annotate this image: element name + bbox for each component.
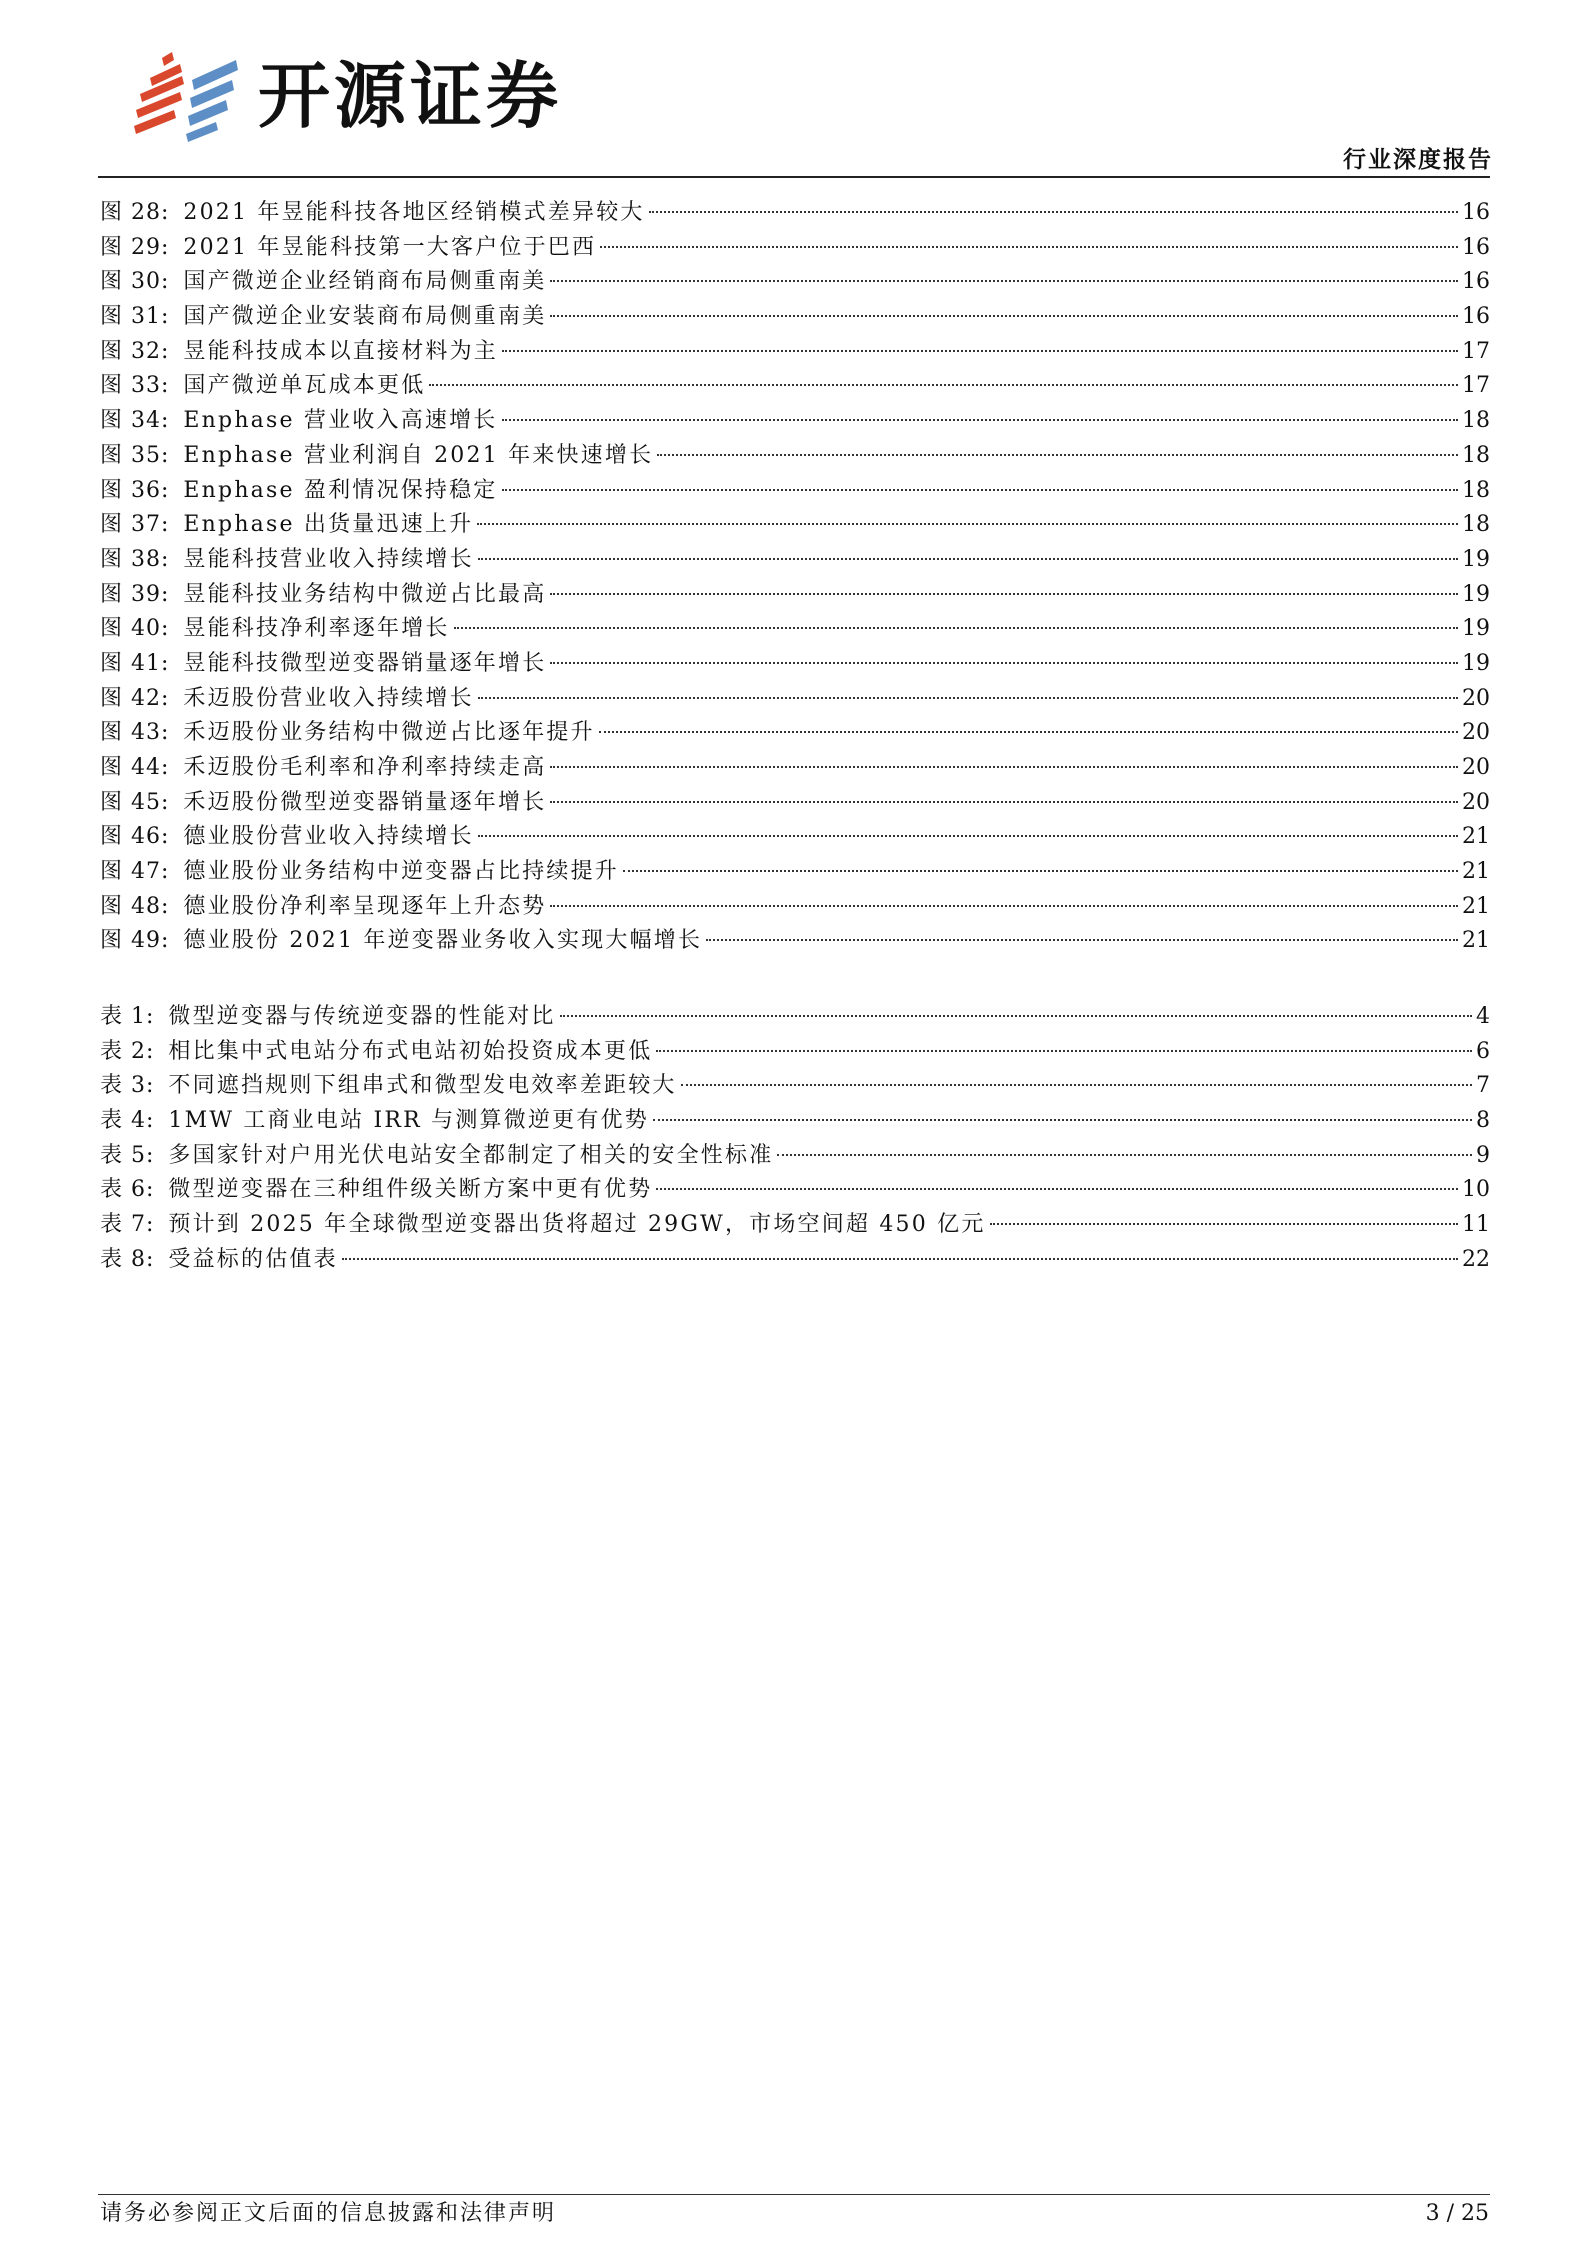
entry-page-number: 19 bbox=[1462, 650, 1490, 676]
entry-label: 表 2: bbox=[100, 1038, 155, 1064]
dot-leader bbox=[656, 1188, 1458, 1190]
entry-page-number: 18 bbox=[1462, 442, 1490, 468]
figure-index-entry[interactable] bbox=[100, 786, 1490, 821]
entry-title: 昱能科技成本以直接材料为主 bbox=[183, 338, 499, 364]
entry-label: 图 31: bbox=[100, 304, 170, 330]
table-index-entry[interactable] bbox=[100, 1208, 1490, 1243]
entry-label: 图 47: bbox=[100, 859, 170, 885]
dot-leader bbox=[599, 731, 1458, 733]
entry-title: Enphase 出货量迅速上升 bbox=[183, 512, 474, 538]
figure-index-entry[interactable] bbox=[100, 543, 1490, 578]
entry-page-number: 16 bbox=[1462, 304, 1490, 330]
dot-leader bbox=[550, 593, 1458, 595]
figure-index-entry[interactable] bbox=[100, 335, 1490, 370]
dot-leader bbox=[454, 627, 1458, 629]
entry-page-number: 20 bbox=[1462, 789, 1490, 815]
entry-title: 1MW 工商业电站 IRR 与测算微逆更有优势 bbox=[168, 1108, 649, 1134]
dot-leader bbox=[429, 384, 1458, 386]
entry-page-number: 17 bbox=[1462, 373, 1490, 399]
figure-index-entry[interactable] bbox=[100, 924, 1490, 959]
entry-title: 德业股份 2021 年逆变器业务收入实现大幅增长 bbox=[183, 928, 703, 954]
dot-leader bbox=[550, 801, 1458, 803]
entry-label: 图 36: bbox=[100, 477, 170, 503]
dot-leader bbox=[550, 280, 1458, 282]
table-index-entry[interactable] bbox=[100, 1000, 1490, 1035]
page-header bbox=[0, 0, 1587, 180]
dot-leader bbox=[653, 1119, 1472, 1121]
entry-page-number: 4 bbox=[1476, 1004, 1490, 1029]
table-index-entry[interactable] bbox=[100, 1243, 1490, 1278]
header-divider bbox=[98, 176, 1490, 178]
entry-title: 禾迈股份毛利率和净利率持续走高 bbox=[183, 755, 547, 780]
entry-label: 图 40: bbox=[100, 616, 170, 642]
entry-label: 图 28: bbox=[100, 200, 170, 225]
entry-label: 表 5: bbox=[100, 1142, 155, 1168]
table-index-entry[interactable] bbox=[100, 1173, 1490, 1208]
dot-leader bbox=[502, 419, 1458, 421]
entry-label: 图 45: bbox=[100, 789, 170, 815]
figure-index-entry[interactable] bbox=[100, 647, 1490, 682]
entry-label: 图 37: bbox=[100, 512, 170, 538]
entry-label: 表 4: bbox=[100, 1108, 155, 1134]
entry-page-number: 18 bbox=[1462, 477, 1490, 503]
entry-label: 图 32: bbox=[100, 338, 170, 364]
figure-index-entry[interactable] bbox=[100, 682, 1490, 717]
figure-index-entry[interactable] bbox=[100, 578, 1490, 613]
entry-title: Enphase 营业利润自 2021 年来快速增长 bbox=[183, 442, 654, 468]
figure-index-entry[interactable] bbox=[100, 508, 1490, 543]
table-index-entry[interactable] bbox=[100, 1035, 1490, 1070]
entry-title: 国产微逆单瓦成本更低 bbox=[183, 373, 426, 399]
entry-page-number: 7 bbox=[1476, 1073, 1490, 1099]
entry-title: 禾迈股份业务结构中微逆占比逐年提升 bbox=[183, 720, 595, 746]
entry-page-number: 20 bbox=[1462, 685, 1490, 711]
entry-page-number: 16 bbox=[1462, 269, 1490, 295]
brand-name: 开源证券 bbox=[258, 54, 563, 138]
dot-leader bbox=[550, 905, 1458, 907]
figure-index-entry[interactable] bbox=[100, 231, 1490, 266]
entry-page-number: 18 bbox=[1462, 512, 1490, 538]
entry-page-number: 20 bbox=[1462, 755, 1490, 780]
entry-title: 微型逆变器与传统逆变器的性能对比 bbox=[168, 1004, 556, 1029]
dot-leader bbox=[478, 558, 1458, 560]
entry-page-number: 16 bbox=[1462, 234, 1490, 260]
dot-leader bbox=[649, 211, 1458, 213]
kaiyuan-logo-icon bbox=[128, 50, 248, 145]
entry-title: 微型逆变器在三种组件级关断方案中更有优势 bbox=[168, 1177, 653, 1203]
entry-label: 表 7: bbox=[100, 1212, 155, 1238]
entry-page-number: 19 bbox=[1462, 581, 1490, 607]
entry-page-number: 16 bbox=[1462, 200, 1490, 225]
entry-page-number: 8 bbox=[1476, 1108, 1490, 1134]
dot-leader bbox=[477, 523, 1458, 525]
figure-index-list bbox=[100, 196, 1490, 959]
entry-label: 图 34: bbox=[100, 408, 170, 434]
entry-title: 昱能科技微型逆变器销量逐年增长 bbox=[183, 650, 547, 676]
entry-title: 昱能科技净利率逐年增长 bbox=[183, 616, 450, 642]
figure-index-entry[interactable] bbox=[100, 439, 1490, 474]
entry-page-number: 21 bbox=[1462, 859, 1490, 885]
dot-leader bbox=[478, 835, 1458, 837]
entry-title: 不同遮挡规则下组串式和微型发电效率差距较大 bbox=[168, 1073, 677, 1099]
entry-page-number: 19 bbox=[1462, 546, 1490, 572]
entry-title: 受益标的估值表 bbox=[168, 1246, 338, 1272]
entry-label: 图 42: bbox=[100, 685, 170, 711]
entry-page-number: 10 bbox=[1462, 1177, 1490, 1203]
figure-index-entry[interactable] bbox=[100, 265, 1490, 300]
entry-page-number: 17 bbox=[1462, 338, 1490, 364]
dot-leader bbox=[342, 1258, 1458, 1260]
entry-title: Enphase 营业收入高速增长 bbox=[183, 408, 498, 434]
entry-title: 德业股份业务结构中逆变器占比持续提升 bbox=[183, 859, 620, 885]
figure-index-entry[interactable] bbox=[100, 474, 1490, 509]
entry-label: 图 49: bbox=[100, 928, 170, 954]
entry-page-number: 11 bbox=[1462, 1212, 1490, 1238]
dot-leader bbox=[990, 1223, 1458, 1225]
figure-index-entry[interactable] bbox=[100, 855, 1490, 890]
entry-title: 禾迈股份营业收入持续增长 bbox=[183, 685, 474, 711]
entry-page-number: 21 bbox=[1462, 928, 1490, 954]
entry-title: Enphase 盈利情况保持稳定 bbox=[183, 477, 498, 503]
dot-leader bbox=[550, 315, 1458, 317]
entry-title: 2021 年昱能科技第一大客户位于巴西 bbox=[183, 234, 597, 260]
table-index-entry[interactable] bbox=[100, 1139, 1490, 1174]
entry-title: 昱能科技业务结构中微逆占比最高 bbox=[183, 581, 547, 607]
figure-index-entry[interactable] bbox=[100, 751, 1490, 786]
entry-title: 国产微逆企业安装商布局侧重南美 bbox=[183, 304, 547, 330]
entry-page-number: 19 bbox=[1462, 616, 1490, 642]
entry-title: 预计到 2025 年全球微型逆变器出货将超过 29GW，市场空间超 450 亿元 bbox=[168, 1212, 986, 1238]
figure-index-entry[interactable] bbox=[100, 369, 1490, 404]
entry-page-number: 18 bbox=[1462, 408, 1490, 434]
dot-leader bbox=[657, 454, 1458, 456]
dot-leader bbox=[502, 489, 1458, 491]
entry-title: 德业股份净利率呈现逐年上升态势 bbox=[183, 893, 547, 919]
dot-leader bbox=[623, 870, 1458, 872]
entry-page-number: 22 bbox=[1462, 1246, 1490, 1272]
entry-title: 2021 年昱能科技各地区经销模式差异较大 bbox=[183, 200, 645, 225]
entry-label: 表 6: bbox=[100, 1177, 155, 1203]
dot-leader bbox=[681, 1084, 1472, 1086]
entry-label: 图 35: bbox=[100, 442, 170, 468]
dot-leader bbox=[777, 1154, 1472, 1156]
figure-index-entry[interactable] bbox=[100, 716, 1490, 751]
entry-label: 图 43: bbox=[100, 720, 170, 746]
entry-label: 表 8: bbox=[100, 1246, 155, 1272]
figure-index-entry[interactable] bbox=[100, 612, 1490, 647]
entry-title: 国产微逆企业经销商布局侧重南美 bbox=[183, 269, 547, 295]
figure-index-entry[interactable] bbox=[100, 196, 1490, 231]
entry-label: 图 44: bbox=[100, 755, 170, 780]
entry-label: 表 3: bbox=[100, 1073, 155, 1099]
dot-leader bbox=[706, 939, 1458, 941]
entry-label: 图 48: bbox=[100, 893, 170, 919]
dot-leader bbox=[656, 1050, 1472, 1052]
dot-leader bbox=[502, 350, 1458, 352]
figure-index-entry[interactable] bbox=[100, 404, 1490, 439]
entry-label: 图 41: bbox=[100, 650, 170, 676]
entry-label: 表 1: bbox=[100, 1004, 155, 1029]
dot-leader bbox=[560, 1015, 1472, 1017]
report-type-label: 行业深度报告 bbox=[1343, 147, 1493, 173]
entry-label: 图 38: bbox=[100, 546, 170, 572]
table-index-entry[interactable] bbox=[100, 1104, 1490, 1139]
dot-leader bbox=[600, 246, 1458, 248]
entry-page-number: 9 bbox=[1476, 1142, 1490, 1168]
entry-title: 多国家针对户用光伏电站安全都制定了相关的安全性标准 bbox=[168, 1142, 774, 1168]
entry-title: 相比集中式电站分布式电站初始投资成本更低 bbox=[168, 1038, 653, 1064]
table-index-list bbox=[100, 1000, 1490, 1278]
entry-page-number: 20 bbox=[1462, 720, 1490, 746]
footer-divider bbox=[98, 2194, 1490, 2195]
dot-leader bbox=[478, 697, 1458, 699]
footer-disclaimer: 请务必参阅正文后面的信息披露和法律声明 bbox=[100, 2201, 557, 2226]
figure-index-entry[interactable] bbox=[100, 890, 1490, 925]
dot-leader bbox=[550, 662, 1458, 664]
page-number: 3 / 25 bbox=[1425, 2201, 1489, 2226]
entry-label: 图 33: bbox=[100, 373, 170, 399]
entry-page-number: 21 bbox=[1462, 824, 1490, 850]
entry-page-number: 21 bbox=[1462, 893, 1490, 919]
entry-label: 图 29: bbox=[100, 234, 170, 260]
entry-title: 昱能科技营业收入持续增长 bbox=[183, 546, 474, 572]
entry-label: 图 39: bbox=[100, 581, 170, 607]
entry-label: 图 46: bbox=[100, 824, 170, 850]
dot-leader bbox=[550, 766, 1458, 768]
entry-title: 禾迈股份微型逆变器销量逐年增长 bbox=[183, 789, 547, 815]
figure-index-entry[interactable] bbox=[100, 820, 1490, 855]
entry-label: 图 30: bbox=[100, 269, 170, 295]
table-index-entry[interactable] bbox=[100, 1069, 1490, 1104]
figure-index-entry[interactable] bbox=[100, 300, 1490, 335]
entry-page-number: 6 bbox=[1476, 1038, 1490, 1064]
entry-title: 德业股份营业收入持续增长 bbox=[183, 824, 474, 850]
